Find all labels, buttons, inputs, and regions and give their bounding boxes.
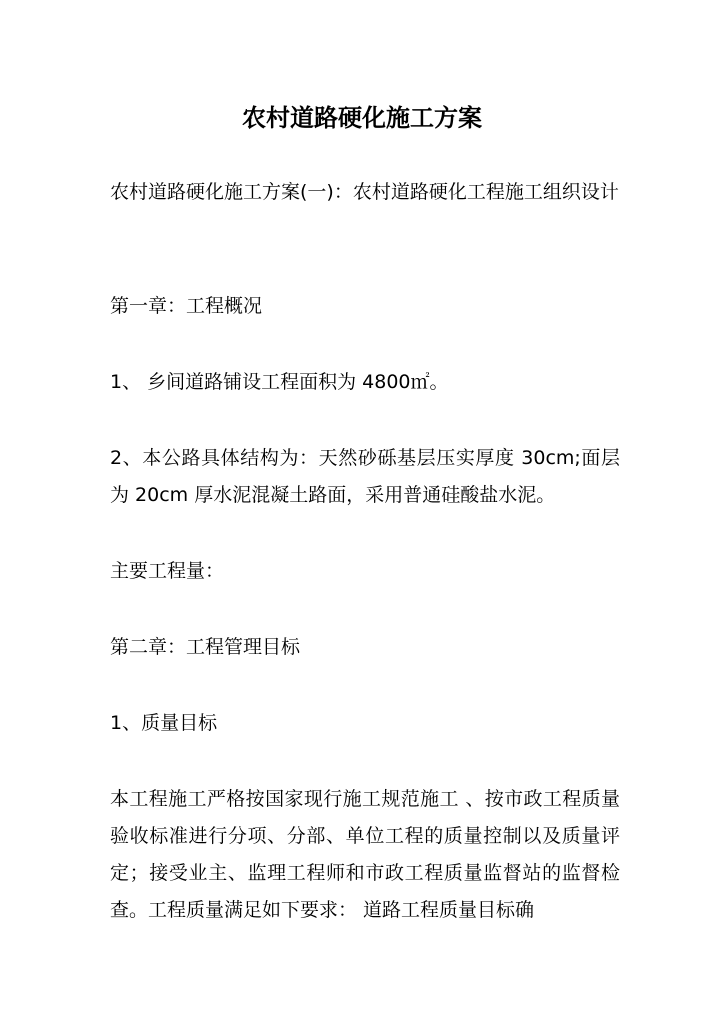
document-title: 农村道路硬化施工方案 [242,104,482,132]
paragraph-quality-goal: 1、质量目标 [110,712,218,734]
paragraph-quantities: 主要工程量： [110,560,225,582]
paragraph-plan-heading: 农村道路硬化施工方案(一)：农村道路硬化工程施工组织设计 [110,181,619,203]
paragraph-chapter-one: 第一章：工程概况 [110,295,263,317]
paragraph-chapter-two: 第二章：工程管理目标 [110,636,301,658]
paragraph-structure: 2、本公路具体结构为：天然砂砾基层压实厚度 30cm;面层为 20cm 厚水泥混凝土路面，采用普通硅酸盐水泥。 [110,447,620,506]
paragraph-area: 1、 乡间道路铺设工程面积为 4800㎡。 [110,371,449,393]
paragraph-quality-detail: 本工程施工严格按国家现行施工规范施工 、按市政工程质量验收标准进行分项、分部、单位工程的质量控制以及质量评定；接受业主、监理工程师和市政工程质量监督站的监督检查。工程质量满足如下要求： 道路工程质量目标确 [110,788,620,921]
